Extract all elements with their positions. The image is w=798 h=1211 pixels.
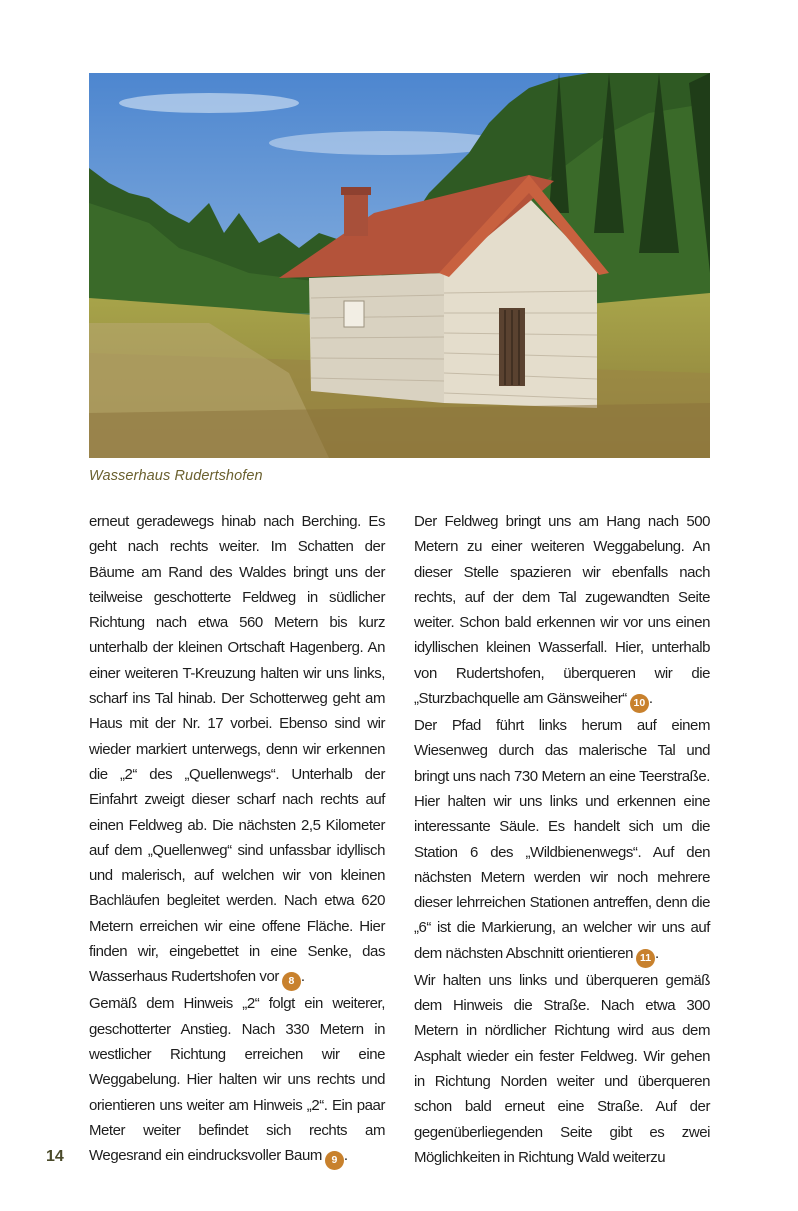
paragraph bbox=[414, 968, 710, 1170]
paragraph bbox=[89, 509, 385, 991]
paragraph-end: . bbox=[648, 690, 653, 708]
waypoint-marker: 9 bbox=[325, 1151, 344, 1170]
photo-caption: Wasserhaus Rudertshofen bbox=[89, 468, 263, 484]
page-number: 14 bbox=[46, 1148, 64, 1165]
paragraph-end: . bbox=[300, 968, 305, 986]
wasserhaus-photo bbox=[89, 73, 710, 458]
waypoint-marker: 11 bbox=[636, 949, 655, 968]
paragraph bbox=[89, 991, 385, 1170]
waypoint-marker: 8 bbox=[282, 972, 301, 991]
paragraph bbox=[414, 509, 710, 713]
paragraph bbox=[414, 713, 710, 968]
paragraph-text: Der Pfad führt links herum auf einem Wiesenweg durch das malerische Tal und bringt uns nach 730 Metern an eine Teerstraße. Hier halten wir uns links und erkennen eine interessante Säule. Es handelt sich um die Station 6 des „Wildbienenwegs“. Auf den nächsten Metern werden wir noch mehrere dieser lehrreichen Stationen antreffen, denn die „6“ ist die Markierung, an welcher wir uns auf dem nächsten Abschnitt orientieren bbox=[414, 717, 710, 962]
paragraph-text: erneut geradewegs hinab nach Berching. Es geht nach rechts weiter. Im Schatten der Bäume am Rand des Waldes bringt uns der teilweise geschotterte Feldweg in südlicher Richtung nach etwa 560 Metern bis kurz unterhalb der kleinen Ortschaft Hagenberg. An einer weiteren T-Kreuzung halten wir uns links, scharf ins Tal hinab. Der Schotterweg geht am Haus mit der Nr. 17 vorbei. Ebenso sind wir wieder markiert unterwegs, denn wir erkennen die „2“ des „Quellenwegs“. Unterhalb der Einfahrt zweigt dieser scharf nach rechts auf einen Feldweg ab. Die nächsten 2,5 Kilometer auf dem „Quellenweg“ sind unfassbar idyllisch und malerisch, auf welchen wir von kleinen Bachläufen begleitet werden. Nach etwa 620 Metern erreichen wir eine offene Fläche. Hier finden wir, eingebettet in eine Senke, das Wasserhaus Rudertshofen vor bbox=[89, 513, 385, 986]
waypoint-marker: 10 bbox=[630, 694, 649, 713]
paragraph-end: . bbox=[655, 944, 659, 962]
text-column-right bbox=[414, 509, 710, 1170]
paragraph-text: Der Feldweg bringt uns am Hang nach 500 Metern zu einer weiteren Weggabelung. An dieser Stelle spazieren wir ebenfalls nach rechts, auf der dem Tal zugewandten Seite weiter. Schon bald erkennen wir vor uns einen idyllischen kleinen Wasserfall. Hier, unterhalb von Rudertshofen, überqueren wir die „Sturzbachquelle am Gänsweiher“ bbox=[414, 513, 710, 708]
paragraph-text: Gemäß dem Hinweis „2“ folgt ein weiterer, geschotterter Anstieg. Nach 330 Metern in westlicher Richtung erreichen wir eine Weggabelung. Hier halten wir uns rechts und orientieren uns weiter am Hinweis „2“. Ein paar Meter weiter befindet sich rechts am Wegesrand ein eindrucksvoller Baum bbox=[89, 995, 385, 1165]
text-column-left bbox=[89, 509, 385, 1170]
paragraph-text: Wir halten uns links und überqueren gemäß dem Hinweis die Straße. Nach etwa 300 Metern in nördlicher Richtung wird aus dem Asphalt wieder ein fester Feldweg. Wir gehen in Richtung Norden weiter und überqueren schon bald erneut eine Straße. Auf der gegenüberliegenden Seite gibt es zwei Möglichkeiten in Richtung Wald weiterzu bbox=[414, 971, 710, 1166]
paragraph-end: . bbox=[343, 1147, 348, 1165]
